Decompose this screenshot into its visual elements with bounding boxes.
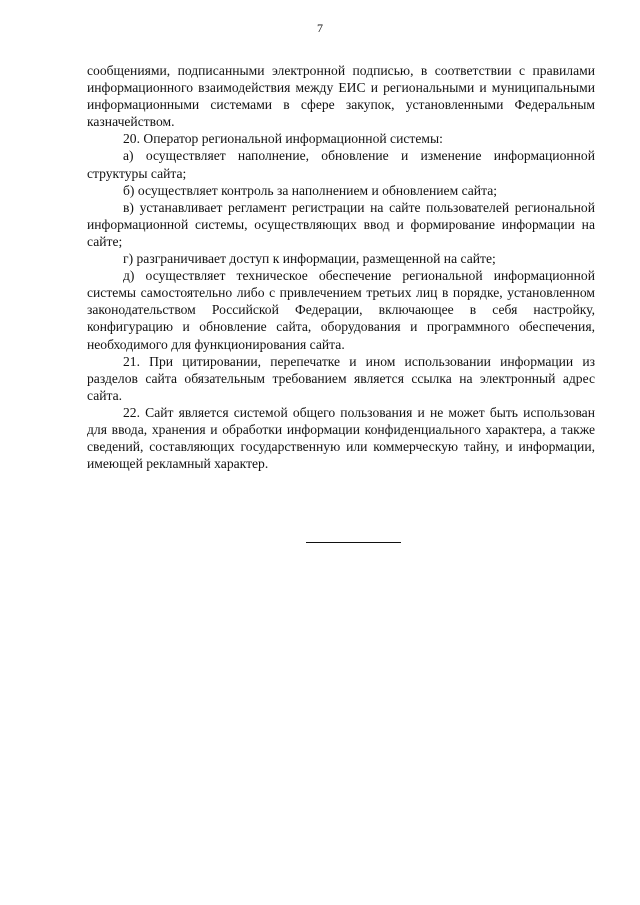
paragraph-item-20: 20. Оператор региональной информационной системы:: [123, 131, 443, 147]
paragraph-item-21: 21. При цитировании, перепечатке и ином использовании информации из разделов сайта обязательным требованием является ссылка на электронный адрес сайта.: [87, 353, 595, 403]
paragraph-item-22: 22. Сайт является системой общего пользования и не может быть использован для ввода, хранения и обработки информации конфиденциального характера, а также сведений, составляющих государственную или коммерческую тайну, и информации, имеющей рекламный характер.: [87, 404, 595, 472]
paragraph-subitem-v: в) устанавливает регламент регистрации на сайте пользователей региональной информационной системы, осуществляющих ввод и формирование информации на сайте;: [87, 199, 595, 249]
paragraph-subitem-b: б) осуществляет контроль за наполнением и обновлением сайта;: [123, 182, 498, 198]
paragraph-continuation: сообщениями, подписанными электронной подписью, в соответствии с правилами информационного взаимодействия между ЕИС и региональными и муниципальными информационными системами в сфере закупок, установленными Федеральным казначейством.: [87, 63, 595, 130]
page-number: 7: [317, 21, 323, 35]
paragraph-subitem-d: д) осуществляет техническое обеспечение региональной информационной системы самостоятельно либо с привлечением третьих лиц в порядке, установленном законодательством Российской Федерации, включающее в себя настройку, конфигурацию и обновление сайта, оборудования и программного обеспечения, необходимого для функционирования сайта.: [87, 268, 595, 352]
paragraph-subitem-a: а) осуществляет наполнение, обновление и изменение информационной структуры сайта;: [87, 148, 595, 181]
paragraph-subitem-g: г) разграничивает доступ к информации, размещенной на сайте;: [123, 251, 496, 267]
end-of-document-divider: [306, 542, 401, 543]
document-body: [87, 62, 595, 472]
